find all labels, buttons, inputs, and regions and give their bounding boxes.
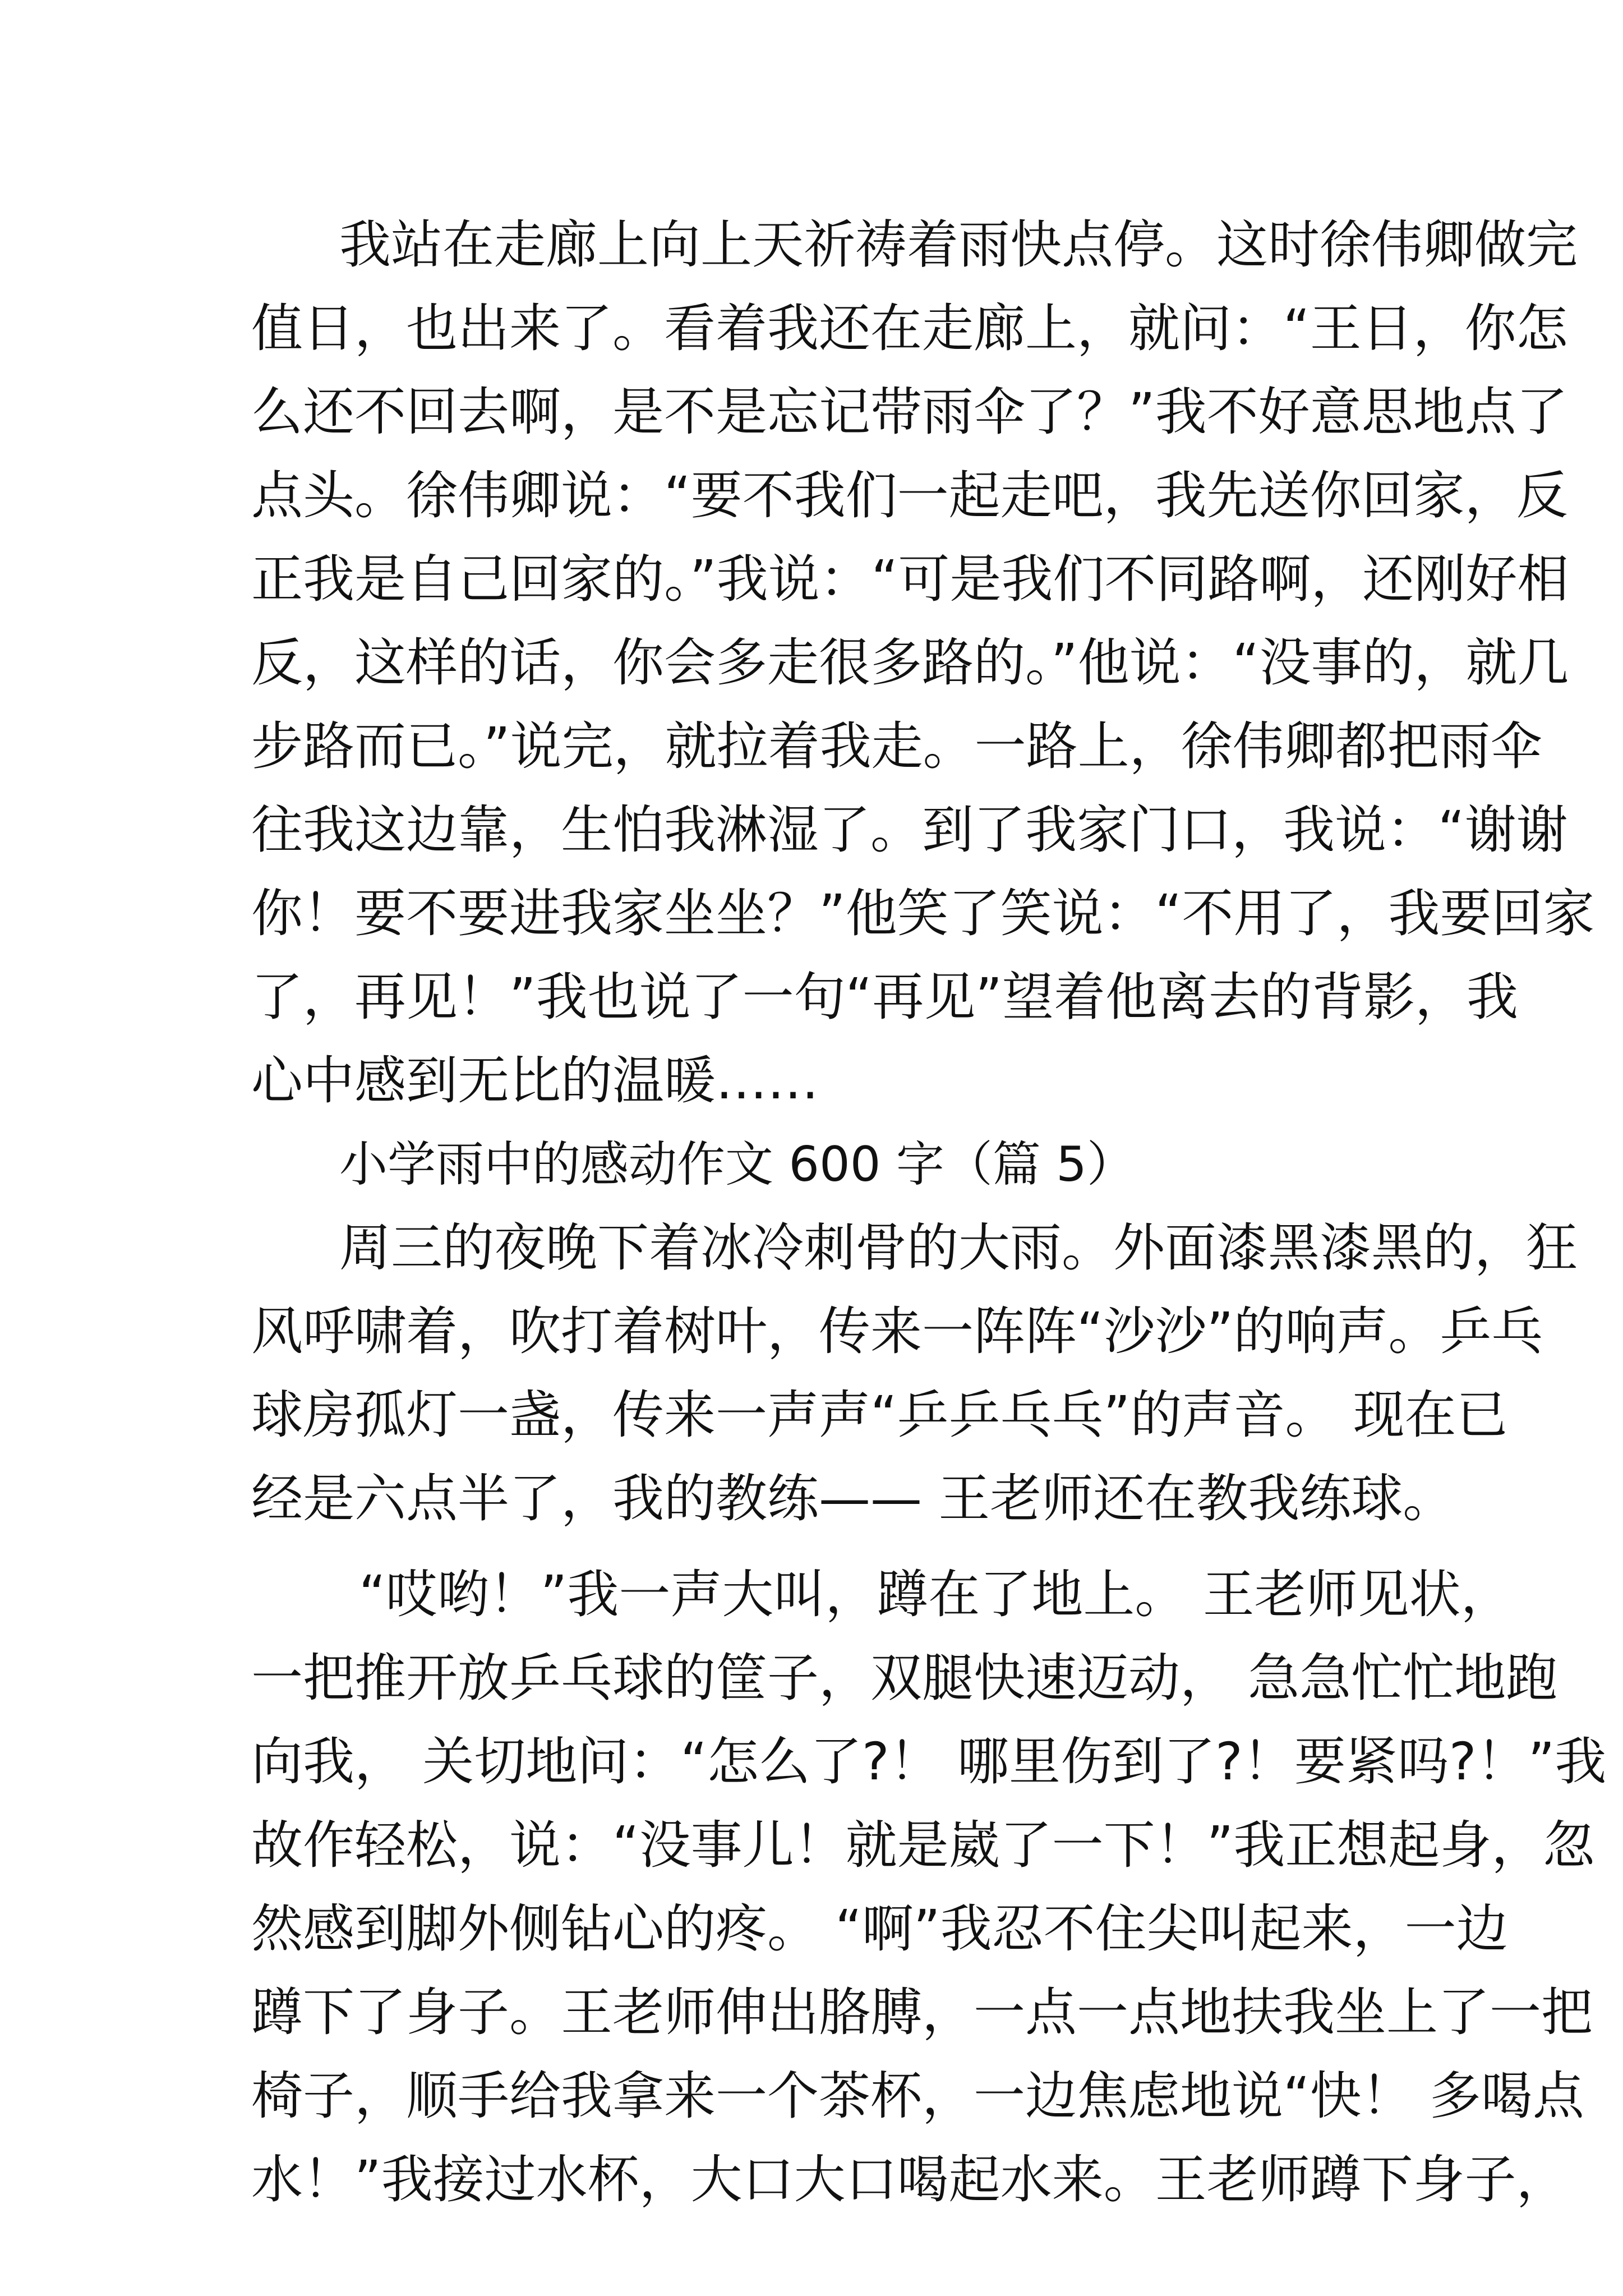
paragraph-2-line-3: 球房孤灯一盏，传来一声声“乒乒乓乓”的声音。 现在已: [251, 1385, 1508, 1445]
paragraph-1-line-9: 你！要不要进我家坐坐？”他笑了笑说：“不用了，我要回家: [251, 884, 1595, 944]
paragraph-1-line-6: 反，这样的话，你会多走很多路的。”他说：“没事的，就几: [251, 633, 1569, 693]
paragraph-3-line-5: 然感到脚外侧钻心的疼。 “啊”我忍不住尖叫起来，一边: [251, 1899, 1508, 1959]
paragraph-1-line-7: 步路而已。”说完，就拉着我走。一路上，徐伟卿都把雨伞: [251, 716, 1542, 776]
paragraph-1-line-11: 心中感到无比的温暖……: [251, 1051, 819, 1111]
paragraph-1-line-5: 正我是自己回家的。”我说：“可是我们不同路啊，还刚好相: [251, 549, 1569, 609]
paragraph-3-line-3: 向我， 关切地问：“怎么了?！ 哪里伤到了?！要紧吗?！”我: [251, 1732, 1607, 1792]
paragraph-1-line-2: 值日，也出来了。看着我还在走廊上，就问：“王日，你怎: [251, 298, 1568, 358]
paragraph-1-line-3: 么还不回去啊，是不是忘记带雨伞了？”我不好意思地点了: [251, 382, 1568, 442]
paragraph-1-line-4: 点头。徐伟卿说：“要不我们一起走吧，我先送你回家，反: [251, 466, 1568, 526]
paragraph-3-line-7: 椅子，顺手给我拿来一个茶杯，一边焦虑地说“快！ 多喝点: [251, 2066, 1584, 2126]
section-heading: 小学雨中的感动作文 600 字（篇 5）: [339, 1137, 1135, 1193]
paragraph-1-line-10: 了，再见！”我也说了一句“再见”望着他离去的背影，我: [251, 967, 1518, 1027]
paragraph-2-line-4: 经是六点半了，我的教练—— 王老师还在教我练球。: [251, 1469, 1455, 1529]
paragraph-3-line-2: 一把推开放乒乓球的筐子，双腿快速迈动， 急急忙忙地跑: [251, 1648, 1558, 1708]
paragraph-3-line-8: 水！”我接过水杯，大口大口喝起水来。王老师蹲下身子，: [251, 2150, 1568, 2210]
paragraph-2-line-1: 周三的夜晚下着冰冷刺骨的大雨。外面漆黑漆黑的，狂: [339, 1218, 1578, 1278]
paragraph-2-line-2: 风呼啸着，吹打着树叶，传来一阵阵“沙沙”的响声。乒乓: [251, 1301, 1543, 1361]
paragraph-1-line-8: 往我这边靠，生怕我淋湿了。到了我家门口，我说：“谢谢: [251, 800, 1568, 860]
paragraph-3-line-1: “哎哟！”我一声大叫，蹲在了地上。 王老师见状，: [359, 1565, 1513, 1625]
paragraph-3-line-6: 蹲下了身子。王老师伸出胳膊，一点一点地扶我坐上了一把: [251, 1982, 1593, 2042]
paragraph-3-line-4: 故作轻松，说：“没事儿！就是崴了一下！”我正想起身，忽: [251, 1815, 1595, 1875]
paragraph-1-line-1: 我站在走廊上向上天祈祷着雨快点停。这时徐伟卿做完: [339, 215, 1578, 275]
